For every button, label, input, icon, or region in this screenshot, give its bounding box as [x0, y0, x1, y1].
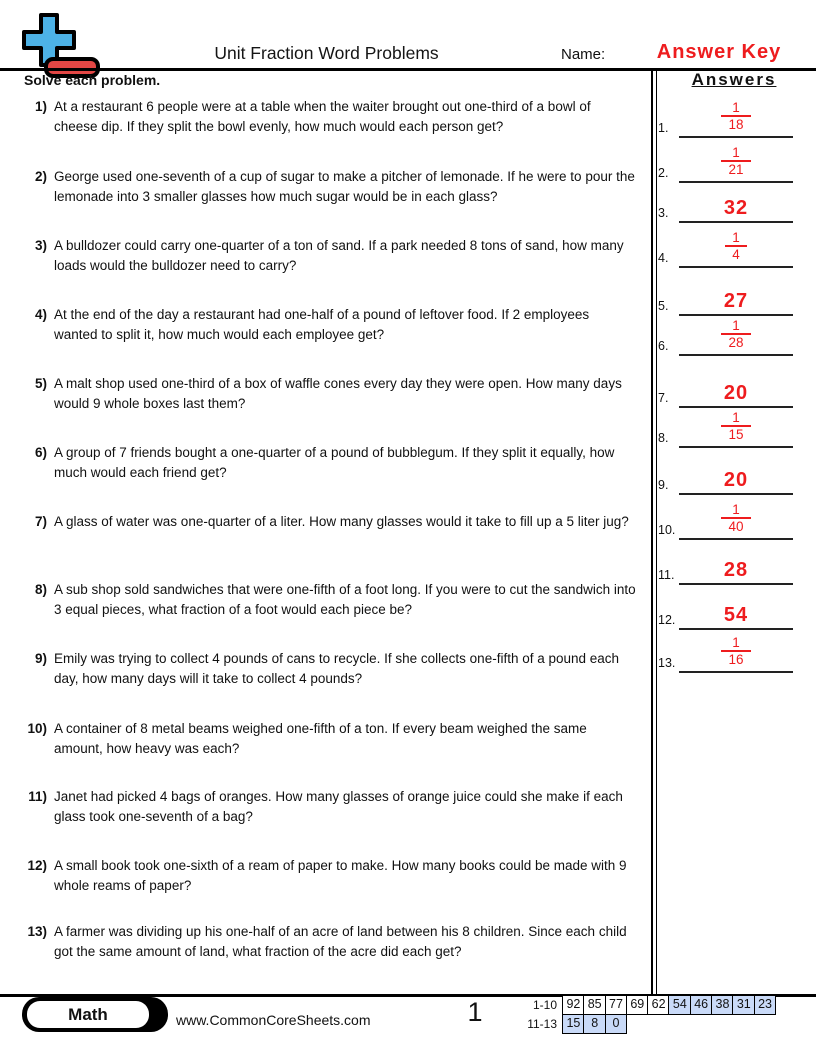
fraction-denominator: 16	[721, 650, 750, 667]
problem-item	[20, 305, 640, 344]
problem-number: 10)	[27, 721, 47, 736]
score-range-label: 11-13	[527, 1016, 557, 1031]
fraction-numerator: 1	[732, 410, 740, 425]
answer-item	[653, 400, 813, 448]
answer-value	[679, 470, 793, 491]
score-range-label: 1-10	[532, 998, 557, 1012]
answer-value	[679, 605, 793, 626]
problem-number: 5)	[34, 376, 47, 391]
answer-fraction	[721, 145, 750, 177]
answer-value	[679, 145, 793, 179]
problem-text: A group of 7 friends bought a one-quarter of a pound of bubblegum. If they split it equally, how much would each friend get?	[54, 445, 615, 480]
score-cell: 69	[626, 995, 649, 1015]
fraction-denominator: 21	[721, 160, 750, 177]
answer-whole-number: 32	[723, 197, 749, 219]
answer-number: 6.	[658, 339, 669, 353]
answer-number: 13.	[658, 656, 676, 670]
problem-text: Janet had picked 4 bags of oranges. How many glasses of orange juice could she make if each glass took one-seventh of a bag?	[54, 789, 623, 824]
instruction-text: Solve each problem.	[24, 72, 161, 88]
score-cell: 8	[583, 1014, 606, 1034]
score-cell: 0	[605, 1014, 628, 1034]
answer-fraction	[721, 318, 750, 350]
problem-number: 6)	[34, 445, 47, 460]
website-url: www.CommonCoreSheets.com	[176, 1012, 371, 1028]
problem-text: At a restaurant 6 people were at a table when the waiter brought out one-third of a bowl of cheese dip. If they split the bowl evenly, how much would each person get?	[54, 99, 591, 134]
score-row	[516, 995, 776, 1015]
answer-item	[653, 308, 813, 356]
problem-number: 1)	[34, 99, 47, 114]
answer-blank-line	[679, 354, 793, 356]
fraction-denominator: 28	[721, 333, 750, 350]
fraction-numerator: 1	[732, 635, 740, 650]
score-cell: 38	[711, 995, 734, 1015]
problem-item	[20, 787, 640, 826]
answer-whole-number: 27	[723, 290, 749, 312]
answer-item	[653, 492, 813, 540]
answer-whole-number: 28	[723, 559, 749, 581]
page-number: 1	[467, 997, 483, 1027]
answer-item	[653, 537, 813, 585]
answer-number: 11.	[658, 568, 675, 582]
fraction-numerator: 1	[732, 100, 740, 115]
problem-text: George used one-seventh of a cup of sugar to make a pitcher of lemonade. If he were to pour the lemonade into 3 smaller glasses how much sugar would be in each glass?	[54, 169, 635, 204]
answer-value	[679, 635, 793, 669]
problem-item	[20, 236, 640, 275]
problem-item	[20, 167, 640, 206]
fraction-denominator: 18	[721, 115, 750, 132]
problem-number: 11)	[28, 789, 47, 804]
answer-fraction	[721, 100, 750, 132]
answer-item	[653, 447, 813, 495]
answer-item	[653, 90, 813, 138]
score-cell: 46	[690, 995, 713, 1015]
fraction-numerator: 1	[732, 502, 740, 517]
problem-item	[20, 443, 640, 482]
problem-number: 4)	[34, 307, 47, 322]
problem-item	[20, 580, 640, 619]
problem-number: 13)	[27, 924, 47, 939]
fraction-numerator: 1	[732, 230, 740, 245]
problem-number: 2)	[34, 169, 47, 184]
answer-number: 9.	[658, 478, 669, 492]
answer-key-label: Answer Key	[656, 41, 782, 63]
answer-number: 8.	[658, 431, 669, 445]
page-title: Unit Fraction Word Problems	[214, 43, 439, 63]
problem-text: A sub shop sold sandwiches that were one-fifth of a foot long. If you were to cut the sandwich into 3 equal pieces, what fraction of a foot would each piece be?	[54, 582, 636, 617]
answer-value	[679, 502, 793, 536]
problem-number: 3)	[34, 238, 47, 253]
answer-number: 10.	[658, 523, 676, 537]
answer-number: 12.	[658, 613, 676, 627]
answer-item	[653, 582, 813, 630]
answer-value	[679, 100, 793, 134]
answer-value	[679, 318, 793, 352]
subject-label: Math	[27, 1001, 149, 1028]
answer-item	[653, 625, 813, 673]
answer-number: 4.	[658, 251, 669, 265]
fraction-numerator: 1	[732, 145, 740, 160]
answer-whole-number: 20	[723, 469, 749, 491]
score-cell: 92	[562, 995, 585, 1015]
fraction-denominator: 15	[721, 425, 750, 442]
answer-fraction	[721, 635, 750, 667]
answer-blank-line	[679, 671, 793, 673]
problem-text: A bulldozer could carry one-quarter of a ton of sand. If a park needed 8 tons of sand, how many loads would the bulldozer need to carry?	[54, 238, 624, 273]
answer-fraction	[721, 410, 750, 442]
subject-badge	[22, 997, 168, 1032]
problem-item	[20, 374, 640, 413]
answer-number: 3.	[658, 206, 669, 220]
answer-value	[679, 410, 793, 444]
problem-number: 8)	[34, 582, 47, 597]
problem-text: A malt shop used one-third of a box of waffle cones every day they were open. How many days would 9 whole boxes last them?	[54, 376, 622, 411]
problem-text: At the end of the day a restaurant had one-half of a pound of leftover food. If 2 employees wanted to split it, how much would each employee get?	[54, 307, 590, 342]
answer-number: 2.	[658, 166, 669, 180]
problem-text: A container of 8 metal beams weighed one-fifth of a ton. If every beam weighed the same amount, how heavy was each?	[54, 721, 587, 756]
answer-item	[653, 220, 813, 268]
score-cell: 15	[562, 1014, 585, 1034]
score-cell: 54	[668, 995, 691, 1015]
problem-number: 7)	[34, 514, 47, 529]
problem-item	[20, 856, 640, 895]
problem-item	[20, 97, 640, 136]
problem-item	[20, 922, 640, 961]
answer-value	[679, 560, 793, 581]
name-label: Name:	[561, 46, 606, 63]
answer-number: 7.	[658, 391, 669, 405]
problem-text: Emily was trying to collect 4 pounds of cans to recycle. If she collects one-fifth of a pound each day, how many days will it take to collect 4 pounds?	[54, 651, 620, 686]
score-cell: 62	[647, 995, 670, 1015]
answer-fraction	[725, 230, 747, 262]
answer-item	[653, 175, 813, 223]
fraction-denominator: 40	[721, 517, 750, 534]
answer-value	[679, 198, 793, 219]
answer-whole-number: 54	[723, 604, 749, 626]
problem-item	[20, 512, 640, 532]
problem-text: A small book took one-sixth of a ream of paper to make. How many books could be made with 9 whole reams of paper?	[54, 858, 627, 893]
answer-whole-number: 20	[723, 382, 749, 404]
answers-column-title: Answers	[691, 70, 777, 89]
problem-item	[20, 649, 640, 688]
fraction-numerator: 1	[732, 318, 740, 333]
answer-number: 1.	[658, 121, 669, 135]
problem-number: 9)	[34, 651, 47, 666]
problem-item	[20, 719, 640, 758]
score-cell: 77	[605, 995, 628, 1015]
score-cell: 85	[583, 995, 606, 1015]
score-cell: 31	[732, 995, 755, 1015]
problem-text: A farmer was dividing up his one-half of an acre of land between his 8 children. Since each child got the same amount of land, what fraction of the acre did each get?	[54, 924, 627, 959]
problem-text: A glass of water was one-quarter of a liter. How many glasses would it take to fill up a 5 liter jug?	[54, 514, 629, 529]
score-row	[516, 1014, 776, 1034]
grading-table	[516, 995, 776, 1034]
answer-fraction	[721, 502, 750, 534]
problem-number: 12)	[27, 858, 47, 873]
fraction-denominator: 4	[725, 245, 747, 262]
score-cell: 23	[754, 995, 777, 1015]
answer-number: 5.	[658, 299, 669, 313]
answer-value	[679, 230, 793, 264]
